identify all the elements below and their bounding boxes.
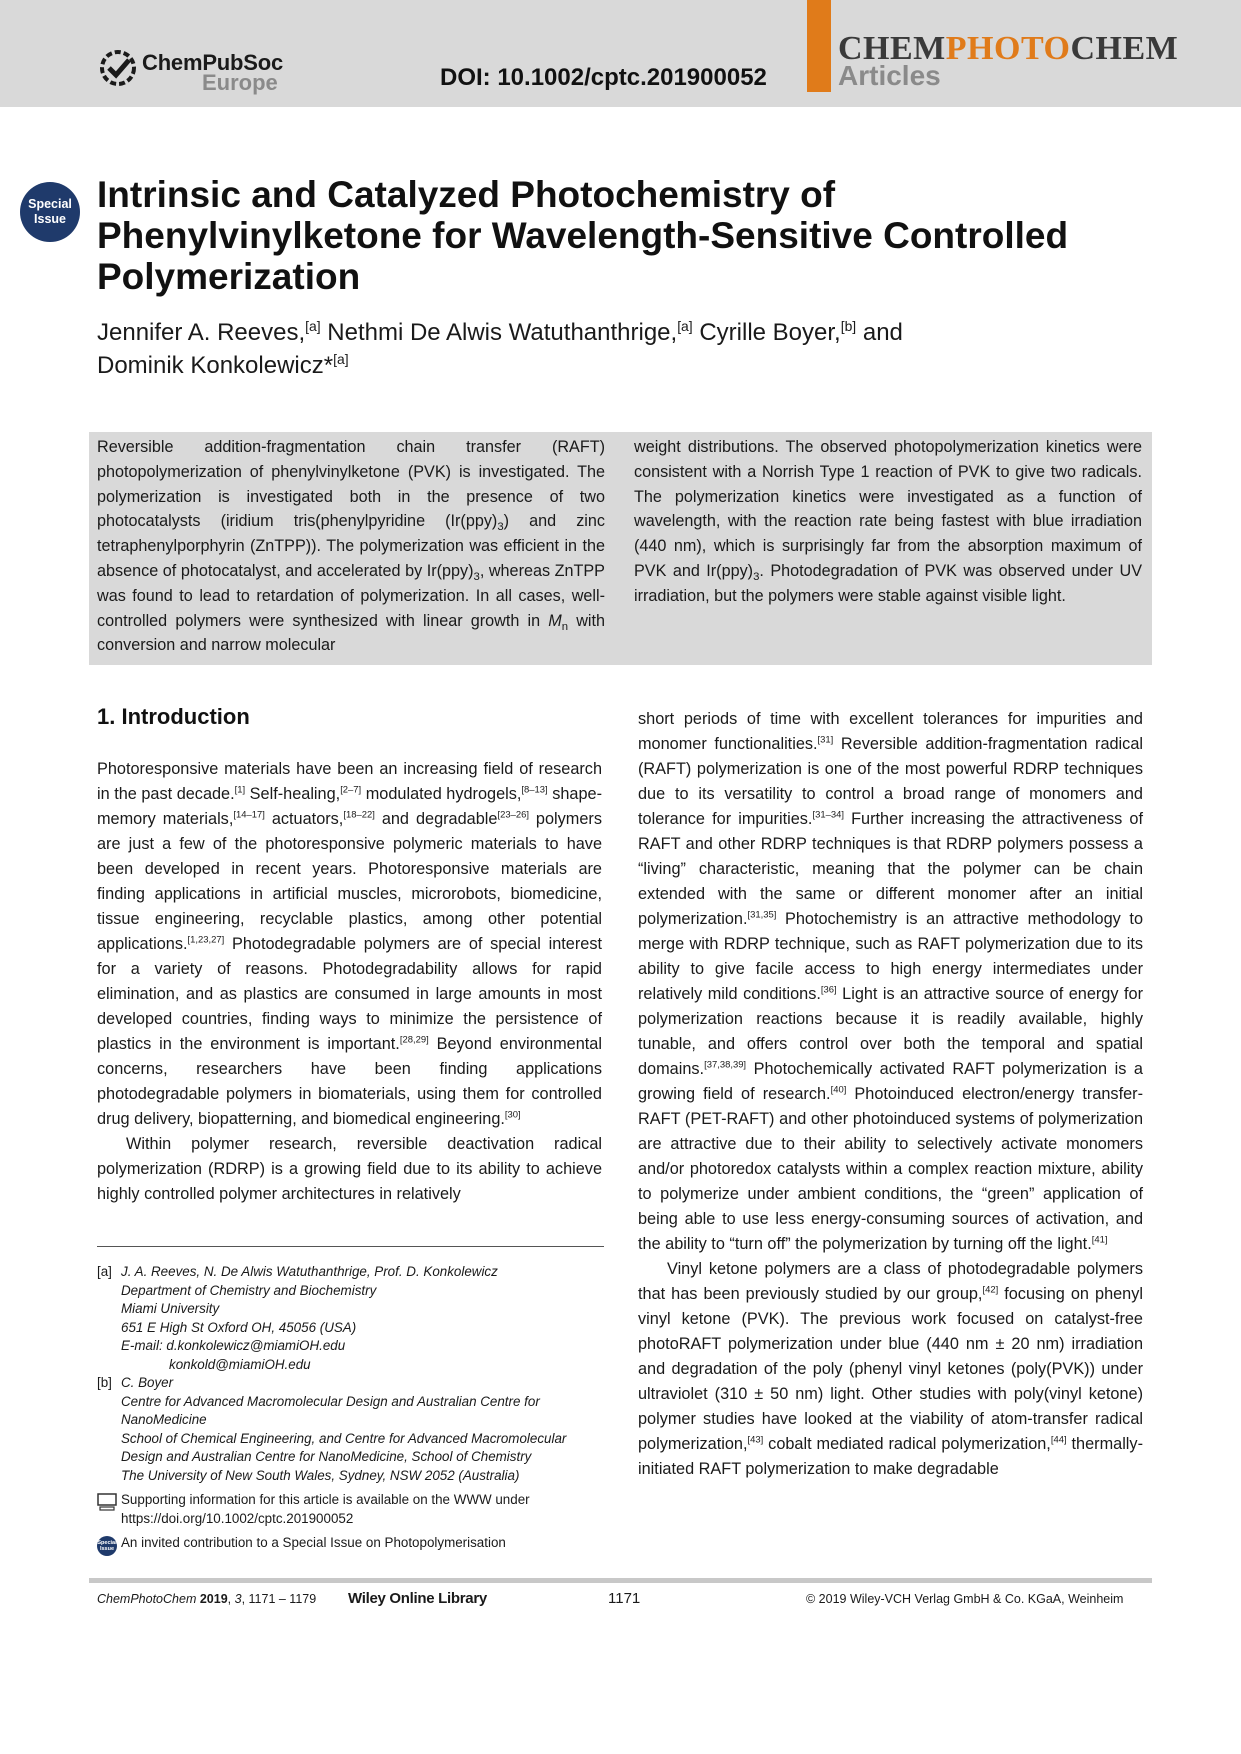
paragraph: short periods of time with excellent tolerances for impurities and monomer functionalities.[31] Reversible addition-fragmentation radical (RAFT) polymerization is one of the most powerful RDRP techniques due to its versatility to control a broad range of monomers and tolerance for impurities.[31–34] Further increasing the attractiveness of RAFT and other RDRP techniques is that RDRP polymers possess a “living” characteristic, meaning that the polymer can be chain extended with the same or different monomer after an initial polymerization.[31,35] Photochemistry is an attractive methodology to merge with RDRP technique, such as RAFT polymerization due to its ability to give facile access to high energy intermediates under relatively mild conditions.[36] Light is an attractive source of energy for polymerization reactions because it is readily available, highly tunable, and offers control over both the temporal and spatial domains.[37,38,39] Photochemically activated RAFT polymerization is a growing field of research.[40] Photoinduced electron/energy transfer-RAFT (PET-RAFT) and other photoinduced systems of polymerization are attractive due to their ability to selectively activate monomers and/or photoredox catalysts within a complex reaction mixture, ability to polymerize under ambient conditions, the “green” application of being able to use less energy-consuming sources of activation, and the ability to “turn off” the polymerization by turning off the light.[41]: [638, 710, 1143, 1253]
supporting-info-link[interactable]: Supporting information for this article is available on the WWW under https://doi.org/10.1002/cptc.201900052: [121, 1492, 530, 1526]
citation-ref[interactable]: [37,38,39]: [704, 1059, 747, 1071]
author: Dominik Konkolewicz*: [97, 352, 334, 379]
publisher-logo: [98, 46, 298, 96]
citation-ref[interactable]: [41]: [1091, 1234, 1108, 1246]
citation-ref[interactable]: [31]: [817, 734, 834, 746]
affiliation-a: [a] J. A. Reeves, N. De Alwis Watuthanthrige, Prof. D. Konkolewicz Department of Chemistry and Biochemistry Miami University 651 E High St Oxford OH, 45056 (USA) E-mail: d.konkolewicz@miamiOH.edu konkold@miamiOH.edu: [97, 1263, 604, 1374]
footer-rule: [89, 1578, 1152, 1583]
article-type: Articles: [838, 60, 941, 91]
page-number: 1171: [608, 1590, 641, 1607]
citation-ref[interactable]: [36]: [820, 984, 837, 996]
footnote-divider: [97, 1246, 604, 1247]
publisher-name: ChemPubSoc: [142, 50, 284, 75]
footer-citation: ChemPhotoChem 2019, 3, 1171 – 1179: [97, 1592, 317, 1606]
email-link[interactable]: konkold@miamiOH.edu: [169, 1356, 311, 1372]
citation-ref[interactable]: [30]: [504, 1109, 521, 1121]
email-link[interactable]: E-mail: d.konkolewicz@miamiOH.edu: [121, 1338, 346, 1353]
citation-ref[interactable]: [44]: [1050, 1434, 1067, 1446]
journal-name: CHEMPHOTOCHEM: [838, 30, 1179, 67]
citation-ref[interactable]: [1,23,27]: [187, 934, 225, 946]
special-issue-icon: Special Issue: [97, 1536, 117, 1556]
accent-bar: [807, 0, 831, 92]
citation-ref[interactable]: [31–34]: [812, 809, 844, 821]
publisher-region: Europe: [202, 70, 278, 95]
footnotes: [97, 1263, 604, 1553]
paragraph: Photoresponsive materials have been an increasing field of research in the past decade.[1] Self-healing,[2–7] modulated hydrogels,[8–13] shape-memory materials,[14–17] actuators,[18–22] and degradable[23–26] polymers are just a few of the photoresponsive polymeric materials to have been developed in recent years. Photoresponsive materials are finding applications in artificial muscles, microrobots, biomedicine, tissue engineering, recyclable plastics, among other potential applications.[1,23,27] Photodegradable polymers are of special interest for a variety of reasons. Photodegradability allows for rapid elimination, and as plastics are consumed in large amounts in most developed countries, finding ways to minimize the persistence of plastics in the environment is important.[28,29] Beyond environmental concerns, researchers have been finding applications photodegradable polymers in biomaterials, using them for controlled drug delivery, biopatterning, and biomedical engineering.[30]: [97, 760, 602, 1128]
page-header: [0, 0, 1241, 107]
author: Cyrille Boyer,: [699, 319, 841, 346]
wiley-online-library-link[interactable]: Wiley Online Library: [348, 1590, 487, 1607]
special-issue-badge: Special Issue: [20, 182, 80, 242]
section-heading: 1. Introduction: [97, 704, 250, 729]
citation-ref[interactable]: [40]: [830, 1084, 847, 1096]
affiliation-b: [b] C. Boyer Centre for Advanced Macromolecular Design and Australian Centre for NanoMedicine School of Chemical Engineering, and Centre for Advanced Macromolecular Design and Australian Centre for NanoMedicine, School of Chemistry The University of New South Wales, Sydney, NSW 2052 (Australia): [97, 1375, 567, 1483]
copyright: © 2019 Wiley-VCH Verlag GmbH & Co. KGaA, Weinheim: [806, 1592, 1124, 1606]
body-column-right: [638, 707, 1143, 1482]
author: Jennifer A. Reeves,: [97, 319, 306, 346]
chempubsoc-logo-icon: [98, 48, 138, 88]
paragraph: Vinyl ketone polymers are a class of photodegradable polymers that has been previously studied by our group,[42] focusing on phenyl vinyl ketone (PVK). The previous work focused on catalyst-free photoRAFT polymerization under blue (440 nm ± 20 nm) irradiation and degradation of the poly (phenyl vinyl ketones (poly(PVK)) under ultraviolet (310 ± 50 nm) light. Other studies with poly(vinyl ketone) polymer studies have looked at the viability of atom-transfer radical polymerization,[43] cobalt mediated radical polymerization,[44] thermally-initiated RAFT polymerization to make degradable: [638, 1260, 1143, 1478]
citation-ref[interactable]: [2–7]: [340, 784, 362, 796]
citation-ref[interactable]: [1]: [234, 784, 246, 796]
citation-ref[interactable]: [23–26]: [497, 809, 529, 821]
article-doi[interactable]: DOI: 10.1002/cptc.201900052: [440, 64, 767, 91]
author-list: Jennifer A. Reeves,[a] Nethmi De Alwis Watuthanthrige,[a] Cyrille Boyer,[b] and Dominik Konkolewicz*[a]: [97, 318, 903, 379]
citation-ref[interactable]: [8–13]: [521, 784, 548, 796]
special-issue-note: Special Issue An invited contribution to a Special Issue on Photopolymerisation: [97, 1534, 604, 1553]
supporting-info-note: [97, 1491, 604, 1528]
abstract-left: Reversible addition-fragmentation chain transfer (RAFT) photopolymerization of phenylvinylketone (PVK) is investigated. The polymerization is investigated both in the presence of two photocatalysts (iridium tris(phenylpyridine $(Ir(ppy)_3)$ and zinc tetraphenylporphyrin (ZnTPP)). The polymerization was efficient in the absence of photocatalyst, and accelerated by $Ir(ppy)_3$, whereas ZnTPP was found to lead to retardation of polymerization. In all cases, well-controlled polymers were synthesized with linear growth in $M_n$ with conversion and narrow molecular: [97, 438, 605, 655]
citation-ref[interactable]: [43]: [747, 1434, 764, 1446]
abstract-right: weight distributions. The observed photopolymerization kinetics were consistent with a Norrish Type 1 reaction of PVK to give two radicals. The polymerization kinetics were investigated as a function of wavelength, with the reaction rate being fastest with blue irradiation (440 nm), which is surprisingly far from the absorption maximum of PVK and $Ir(ppy)_3$. Photodegradation of PVK was observed under UV irradiation, but the polymers were stable against visible light.: [634, 438, 1142, 605]
computer-icon: [97, 1493, 117, 1511]
author: Nethmi De Alwis Watuthanthrige,: [327, 319, 678, 346]
paragraph: Within polymer research, reversible deactivation radical polymerization (RDRP) is a growing field due to its ability to achieve highly controlled polymer architectures in relatively: [97, 1135, 602, 1203]
citation-ref[interactable]: [18–22]: [343, 809, 375, 821]
body-column-left: [97, 757, 602, 1207]
citation-ref[interactable]: [31,35]: [747, 909, 777, 921]
citation-ref[interactable]: [14–17]: [233, 809, 265, 821]
citation-ref[interactable]: [28,29]: [399, 1034, 429, 1046]
citation-ref[interactable]: [42]: [982, 1284, 999, 1296]
article-title: Intrinsic and Catalyzed Photochemistry of Phenylvinylketone for Wavelength-Sensitive Controlled Polymerization: [97, 174, 1069, 297]
